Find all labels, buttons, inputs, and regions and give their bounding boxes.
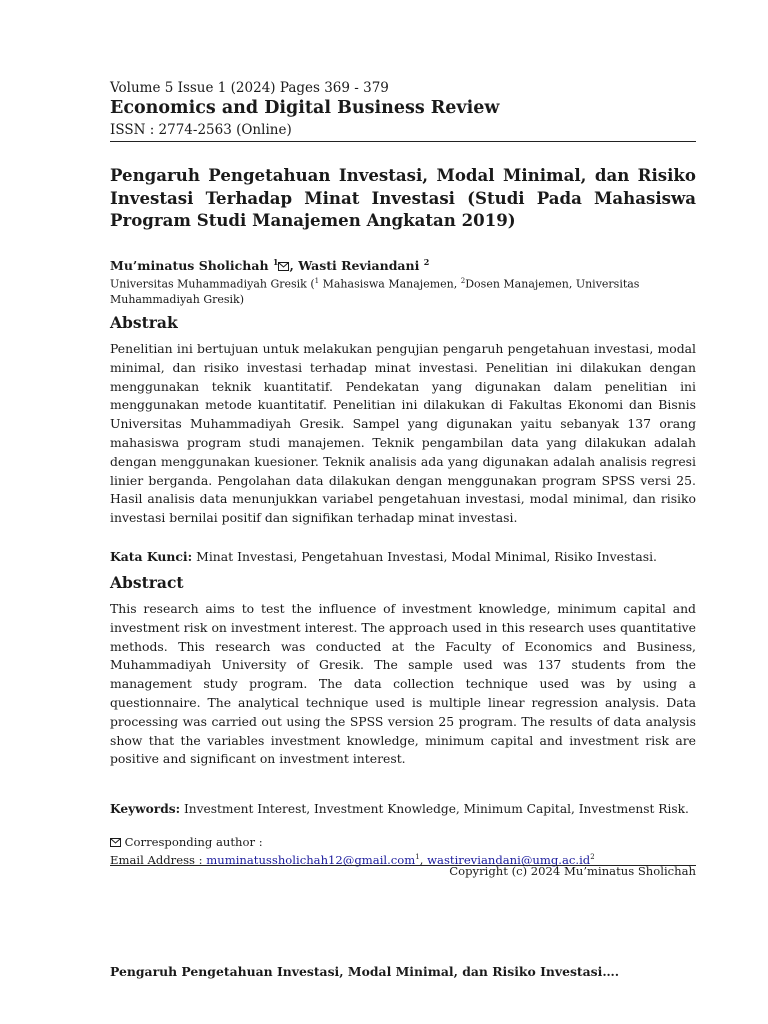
corresponding-author (110, 835, 263, 851)
journal-name: Economics and Digital Business Review (110, 98, 500, 118)
author-2-sup: 2 (423, 257, 430, 267)
paper-title: Pengaruh Pengetahuan Investasi, Modal Minimal, dan Risiko Investasi Terhadap Minat Investasi (Studi Pada Mahasiswa Program Studi Manajemen Angkatan 2019) (110, 165, 696, 230)
abstrak-heading: Abstrak (110, 313, 178, 332)
abstract-heading: Abstract (110, 573, 184, 592)
copyright: Copyright (c) 2024 Mu’minatus Sholichah (449, 864, 696, 878)
keywords-values: Investment Interest, Investment Knowledge, Minimum Capital, Investmenst Risk. (180, 802, 689, 816)
email-label: Email Address : (110, 852, 207, 867)
author-1: Mu’minatus Sholichah (110, 258, 269, 274)
header-divider (110, 141, 696, 142)
keywords-label: Keywords: (110, 802, 181, 816)
email-link-1[interactable]: muminatussholichah12@gmail.com (206, 852, 416, 867)
envelope-icon (278, 259, 289, 274)
envelope-icon (110, 836, 121, 851)
keywords (110, 801, 696, 818)
author-2: Wasti Reviandani (298, 258, 420, 274)
author-list: Mu’minatus Sholichah $^1$ , Wasti Reviandani $^2$ (110, 257, 430, 274)
journal-issn: ISSN : 2774-2563 (Online) (110, 122, 292, 138)
kata-kunci-label: Kata Kunci: (110, 549, 193, 564)
kata-kunci-values: Minat Investasi, Pengetahuan Investasi, Modal Minimal, Risiko Investasi. (192, 549, 657, 564)
abstrak-text: Penelitian ini bertujuan untuk melakukan pengujian pengaruh pengetahuan investasi, modal minimal, dan risiko investasi terhadap minat investasi. Penelitian ini dilakukan dengan menggunakan teknik kuantitatif. Pendekatan yang digunakan dalam penelitian ini menggunakan metode kuantitatif. Penelitian ini dilakukan di Fakultas Ekonomi dan Bisnis Universitas Muhammadiyah Gresik. Sampel yang digunakan yaitu sebanyak 137 orang mahasiswa program studi manajemen. Teknik pengambilan data yang dilakukan adalah dengan menggunakan kuesioner. Teknik analisis ada yang digunakan adalah analisis regresi linier berganda. Pengolahan data dilakukan dengan menggunakan program SPSS versi 25. Hasil analisis data menunjukkan variabel pengetahuan investasi, modal minimal, dan risiko investasi bernilai positif dan signifikan terhadap minat investasi. (110, 341, 696, 526)
corresponding-label: Corresponding author : (121, 835, 263, 849)
kata-kunci (110, 549, 657, 564)
abstract-text: This research aims to test the influence of investment knowledge, minimum capital and investment risk on investment interest. The approach used in this research uses quantitative methods. This research was conducted at the Faculty of Economics and Business, Muhammadiyah University of Gresik. The sample used was 137 students from the management study program. The data collection technique used was by using a questionnaire. The analytical technique used is multiple linear regression analysis. Data processing was carried out using the SPSS version 25 program. The results of data analysis show that the variables investment knowledge, minimum capital and investment risk are positive and significant on investment interest. (110, 601, 696, 767)
running-title: Pengaruh Pengetahuan Investasi, Modal Minimal, dan Risiko Investasi…. (110, 964, 620, 979)
email-address: Email Address : muminatussholichah12@gmail.com$^1$, $wastireviandani@umg.ac.id^2$ (110, 852, 595, 867)
email-link-2[interactable]: wastireviandani@umg.ac.id (427, 852, 591, 867)
author-affiliation: Universitas Muhammadiyah Gresik ($^1$ Mahasiswa Manajemen, $^2$Dosen Manajemen, Universitas Muhammadiyah Gresik) (110, 277, 640, 306)
author-1-sup: 1 (272, 257, 279, 267)
journal-volume: Volume 5 Issue 1 (2024) Pages 369 - 379 (110, 80, 389, 96)
